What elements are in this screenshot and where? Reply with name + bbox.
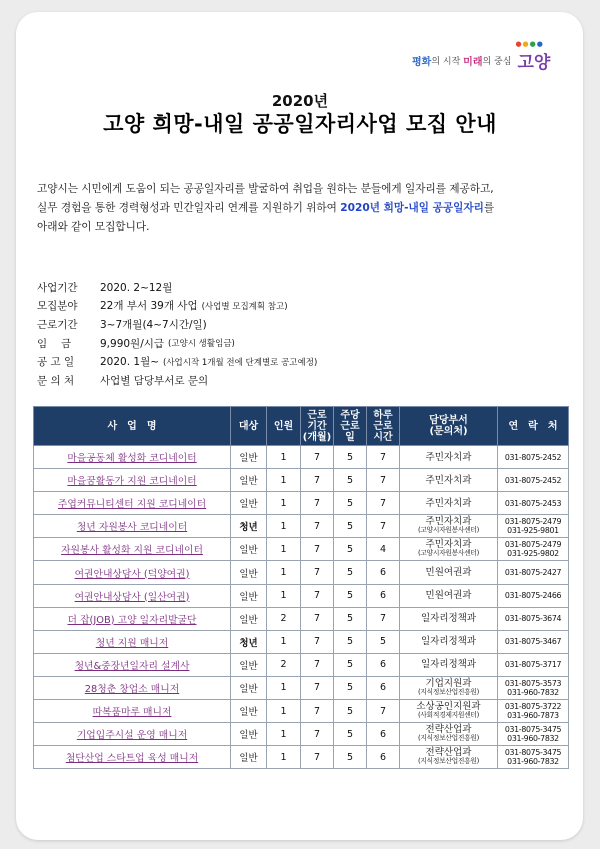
- dept-name: 주민자치과: [425, 497, 472, 509]
- info-list: [37, 278, 317, 390]
- table-row: [34, 561, 569, 584]
- tel-primary: 031-8075-2466: [504, 591, 562, 601]
- months-cell: 7: [301, 446, 334, 469]
- info-row: [37, 278, 317, 297]
- tel-cell: [498, 607, 569, 630]
- target-cell: 일반: [231, 723, 267, 746]
- dept-name: 주민자치과: [425, 539, 472, 551]
- dept-name: 주민자치과: [425, 474, 472, 486]
- table-row: [34, 723, 569, 746]
- months-cell: 7: [301, 538, 334, 561]
- tel-secondary: 031-925-9802: [507, 549, 559, 559]
- tel-secondary: 031-960-7832: [507, 687, 559, 697]
- info-value: 9,990원/시급: [100, 337, 165, 350]
- table-row: [34, 469, 569, 492]
- info-label: 공 고 일: [37, 356, 75, 369]
- project-name-link[interactable]: 여권안내상담사 (덕양여권): [34, 561, 231, 584]
- tel-primary: 031-8075-3722: [504, 702, 562, 712]
- table-row: [34, 746, 569, 769]
- hours-cell: 5: [367, 630, 400, 653]
- tel-cell: [498, 538, 569, 561]
- dept-cell: [400, 630, 498, 653]
- tel-cell: [498, 584, 569, 607]
- tel-primary: 031-8075-3467: [504, 637, 562, 647]
- people-cell: 1: [267, 584, 301, 607]
- hours-cell: 6: [367, 561, 400, 584]
- dept-name: 일자리정책과: [420, 659, 477, 671]
- people-cell: 1: [267, 676, 301, 699]
- dept-sub: (고양시자원봉사센터): [417, 549, 480, 558]
- tel-cell: [498, 561, 569, 584]
- tel-cell: [498, 630, 569, 653]
- months-cell: 7: [301, 469, 334, 492]
- info-value: 22개 부서 39개 사업: [100, 300, 198, 313]
- people-cell: 1: [267, 538, 301, 561]
- info-value: 2020. 1월~: [100, 356, 160, 369]
- table-row: [34, 630, 569, 653]
- dept-name: 일자리정책과: [420, 636, 477, 648]
- tel-cell: [498, 492, 569, 515]
- months-cell: 7: [301, 700, 334, 723]
- hours-cell: 6: [367, 676, 400, 699]
- col-header-people: 인원: [267, 407, 301, 446]
- intro-line-3: 아래와 같이 모집합니다.: [37, 221, 150, 233]
- target-cell: 일반: [231, 676, 267, 699]
- hours-cell: 7: [367, 492, 400, 515]
- col-header-hours: 하루 근로 시간: [367, 407, 400, 446]
- dept-cell: [400, 469, 498, 492]
- hours-cell: 7: [367, 446, 400, 469]
- dept-cell: [400, 700, 498, 723]
- table-row: [34, 492, 569, 515]
- days-cell: 5: [334, 515, 367, 538]
- info-row: [37, 352, 317, 371]
- intro-line-1: 고양시는 시민에게 도움이 되는 공공일자리를 발굴하여 취업을 원하는 분들에게 일자리를 제공하고,: [37, 183, 494, 195]
- dept-name: 일자리정책과: [420, 613, 477, 625]
- months-cell: 7: [301, 584, 334, 607]
- months-cell: 7: [301, 515, 334, 538]
- tel-cell: [498, 515, 569, 538]
- project-name-link[interactable]: 자원봉사 활성화 지원 코디네이터: [34, 538, 231, 561]
- days-cell: 5: [334, 630, 367, 653]
- project-name-link[interactable]: 28청춘 창업소 매니저: [34, 676, 231, 699]
- logo-word-peace: 평화: [412, 57, 432, 68]
- header-year: 2020년: [271, 92, 329, 110]
- dept-cell: [400, 561, 498, 584]
- months-cell: 7: [301, 653, 334, 676]
- people-cell: 2: [267, 653, 301, 676]
- project-name-link[interactable]: 마을꿈활동가 지원 코디네이터: [34, 469, 231, 492]
- col-header-months: 근로 기간 (개월): [301, 407, 334, 446]
- tel-cell: [498, 723, 569, 746]
- col-header-tel: 연 락 처: [498, 407, 569, 446]
- info-label: 모집분야: [37, 300, 78, 313]
- days-cell: 5: [334, 653, 367, 676]
- people-cell: 1: [267, 446, 301, 469]
- days-cell: 5: [334, 607, 367, 630]
- tel-cell: [498, 653, 569, 676]
- tel-cell: [498, 700, 569, 723]
- dept-cell: [400, 538, 498, 561]
- intro-paragraph: [37, 180, 567, 237]
- dept-cell: [400, 515, 498, 538]
- tel-primary: 031-8075-3674: [504, 614, 562, 624]
- dept-cell: [400, 446, 498, 469]
- days-cell: 5: [334, 561, 367, 584]
- info-value: 2020. 2~12월: [100, 281, 173, 294]
- dept-name: 주민자치과: [425, 516, 472, 528]
- info-note: (고양시 생활임금): [168, 339, 235, 350]
- info-row: [37, 371, 317, 390]
- months-cell: 7: [301, 723, 334, 746]
- project-name-link[interactable]: 청년 자원봉사 코디네이터: [34, 515, 231, 538]
- days-cell: 5: [334, 492, 367, 515]
- col-header-name: 사 업 명: [34, 407, 231, 446]
- dept-cell: [400, 607, 498, 630]
- intro-highlight: 2020년 희망-내일 공공일자리: [340, 202, 484, 214]
- people-cell: 1: [267, 630, 301, 653]
- dept-sub: (고양시자원봉사센터): [417, 526, 480, 535]
- project-name-link[interactable]: 주엽커뮤니티센터 지원 코디네이터: [34, 492, 231, 515]
- days-cell: 5: [334, 700, 367, 723]
- tel-primary: 031-8075-3717: [504, 660, 562, 670]
- people-cell: 1: [267, 515, 301, 538]
- target-cell: 일반: [231, 561, 267, 584]
- dept-sub: (사회적경제지원센터): [417, 711, 480, 720]
- tel-primary: 031-8075-2479: [504, 517, 562, 527]
- tel-primary: 031-8075-3573: [504, 678, 562, 688]
- table-row: [34, 607, 569, 630]
- tel-primary: 031-8075-2452: [504, 452, 562, 462]
- people-cell: 1: [267, 746, 301, 769]
- tel-secondary: 031-960-7832: [507, 757, 559, 767]
- tel-secondary: 031-925-9801: [507, 526, 559, 536]
- dept-cell: [400, 746, 498, 769]
- dept-name: 주민자치과: [425, 451, 472, 463]
- logo-word-future: 미래: [463, 57, 483, 68]
- table-row: [34, 584, 569, 607]
- table-row: [34, 538, 569, 561]
- target-cell: 일반: [231, 538, 267, 561]
- info-note: (사업별 모집계획 참고): [201, 301, 288, 312]
- info-label: 근로기간: [37, 318, 78, 331]
- days-cell: 5: [334, 676, 367, 699]
- hours-cell: 7: [367, 700, 400, 723]
- info-row: [37, 334, 317, 353]
- dept-sub: (지식정보산업진흥원): [417, 757, 480, 766]
- people-cell: 1: [267, 469, 301, 492]
- table-row: [34, 653, 569, 676]
- months-cell: 7: [301, 561, 334, 584]
- hours-cell: 6: [367, 723, 400, 746]
- intro-line-2-c: 를: [483, 202, 495, 214]
- tel-primary: 031-8075-3475: [504, 725, 562, 735]
- col-header-target: 대상: [231, 407, 267, 446]
- target-cell: 일반: [231, 607, 267, 630]
- target-cell: 일반: [231, 746, 267, 769]
- people-cell: 2: [267, 607, 301, 630]
- target-cell: 일반: [231, 653, 267, 676]
- dept-sub: (지식정보산업진흥원): [417, 734, 480, 743]
- info-value: 사업별 담당부서로 문의: [100, 374, 209, 387]
- project-name-link[interactable]: 첨단산업 스타트업 육성 매니저: [34, 746, 231, 769]
- hours-cell: 6: [367, 746, 400, 769]
- dept-cell: [400, 676, 498, 699]
- table-row: [34, 515, 569, 538]
- days-cell: 5: [334, 584, 367, 607]
- dept-name: 소상공인지원과: [416, 701, 481, 713]
- months-cell: 7: [301, 630, 334, 653]
- info-row: [37, 315, 317, 334]
- dept-sub: (지식정보산업진흥원): [417, 687, 480, 696]
- tel-cell: [498, 469, 569, 492]
- days-cell: 5: [334, 723, 367, 746]
- months-cell: 7: [301, 492, 334, 515]
- col-header-days: 주당 근로 일: [334, 407, 367, 446]
- info-row: [37, 297, 317, 316]
- tel-cell: [498, 446, 569, 469]
- dept-cell: [400, 723, 498, 746]
- people-cell: 1: [267, 700, 301, 723]
- tel-primary: 031-8075-2479: [504, 540, 562, 550]
- days-cell: 5: [334, 746, 367, 769]
- days-cell: 5: [334, 469, 367, 492]
- goyang-logo: [412, 40, 551, 73]
- target-cell: 일반: [231, 446, 267, 469]
- info-label: 문 의 처: [37, 374, 75, 387]
- logo-word-center: 의 중심: [482, 57, 512, 67]
- tel-secondary: 031-960-7873: [507, 711, 559, 721]
- project-name-link[interactable]: 청년 지원 매니저: [34, 630, 231, 653]
- logo-dots-icon: ●●●●: [515, 40, 544, 48]
- tel-cell: [498, 676, 569, 699]
- project-name-link[interactable]: 청년&중장년일자리 설계사: [34, 653, 231, 676]
- months-cell: 7: [301, 676, 334, 699]
- target-cell: 일반: [231, 469, 267, 492]
- table-row: [34, 446, 569, 469]
- hours-cell: 4: [367, 538, 400, 561]
- dept-cell: [400, 492, 498, 515]
- project-name-link[interactable]: 기업입주시설 운영 매니저: [34, 723, 231, 746]
- hours-cell: 6: [367, 653, 400, 676]
- people-cell: 1: [267, 723, 301, 746]
- dept-name: 민원여권과: [425, 567, 472, 579]
- col-header-dept: 담당부서 (문의처): [400, 407, 498, 446]
- days-cell: 5: [334, 446, 367, 469]
- logo-word-start: 의 시작: [431, 57, 461, 67]
- tel-cell: [498, 746, 569, 769]
- days-cell: 5: [334, 538, 367, 561]
- target-cell: 청년: [231, 630, 267, 653]
- project-name-link[interactable]: 더 잡(JOB) 고양 일자리발굴단: [34, 607, 231, 630]
- months-cell: 7: [301, 607, 334, 630]
- people-cell: 1: [267, 492, 301, 515]
- recruitment-table: [33, 406, 569, 769]
- target-cell: 일반: [231, 492, 267, 515]
- project-name-link[interactable]: 마을공동체 활성화 코디네이터: [34, 446, 231, 469]
- months-cell: 7: [301, 746, 334, 769]
- target-cell: 청년: [231, 515, 267, 538]
- dept-cell: [400, 653, 498, 676]
- page-title: 고양 희망-내일 공공일자리사업 모집 안내: [103, 112, 497, 136]
- project-name-link[interactable]: 따복품마루 매니저: [34, 700, 231, 723]
- dept-name: 기업지원과: [425, 677, 472, 689]
- dept-name: 전략산업과: [425, 724, 472, 736]
- tel-primary: 031-8075-2452: [504, 475, 562, 485]
- dept-cell: [400, 584, 498, 607]
- intro-line-2: [37, 199, 567, 218]
- info-label: 사업기간: [37, 281, 78, 294]
- info-label: 임 금: [37, 337, 72, 350]
- hours-cell: 7: [367, 469, 400, 492]
- table-header-row: [34, 407, 569, 446]
- tel-primary: 031-8075-2453: [504, 498, 562, 508]
- info-value: 3~7개월(4~7시간/일): [100, 318, 207, 331]
- tel-secondary: 031-960-7832: [507, 734, 559, 744]
- dept-name: 전략산업과: [425, 747, 472, 759]
- intro-line-2-a: 실무 경험을 통한 경력형성과 민간일자리 연계를 지원하기 위하여: [37, 202, 341, 214]
- project-name-link[interactable]: 여권안내상담사 (일산여권): [34, 584, 231, 607]
- table-row: [34, 676, 569, 699]
- hours-cell: 6: [367, 584, 400, 607]
- target-cell: 일반: [231, 700, 267, 723]
- tel-primary: 031-8075-3475: [504, 748, 562, 758]
- people-cell: 1: [267, 561, 301, 584]
- dept-name: 민원여권과: [425, 590, 472, 602]
- tel-primary: 031-8075-2427: [504, 568, 562, 578]
- info-note: (사업시작 1개월 전에 단계별로 공고예정): [163, 357, 318, 368]
- logo-mark-text: 고양: [517, 53, 551, 73]
- hours-cell: 7: [367, 515, 400, 538]
- target-cell: 일반: [231, 584, 267, 607]
- hours-cell: 7: [367, 607, 400, 630]
- table-row: [34, 700, 569, 723]
- logo-mark: [515, 40, 551, 73]
